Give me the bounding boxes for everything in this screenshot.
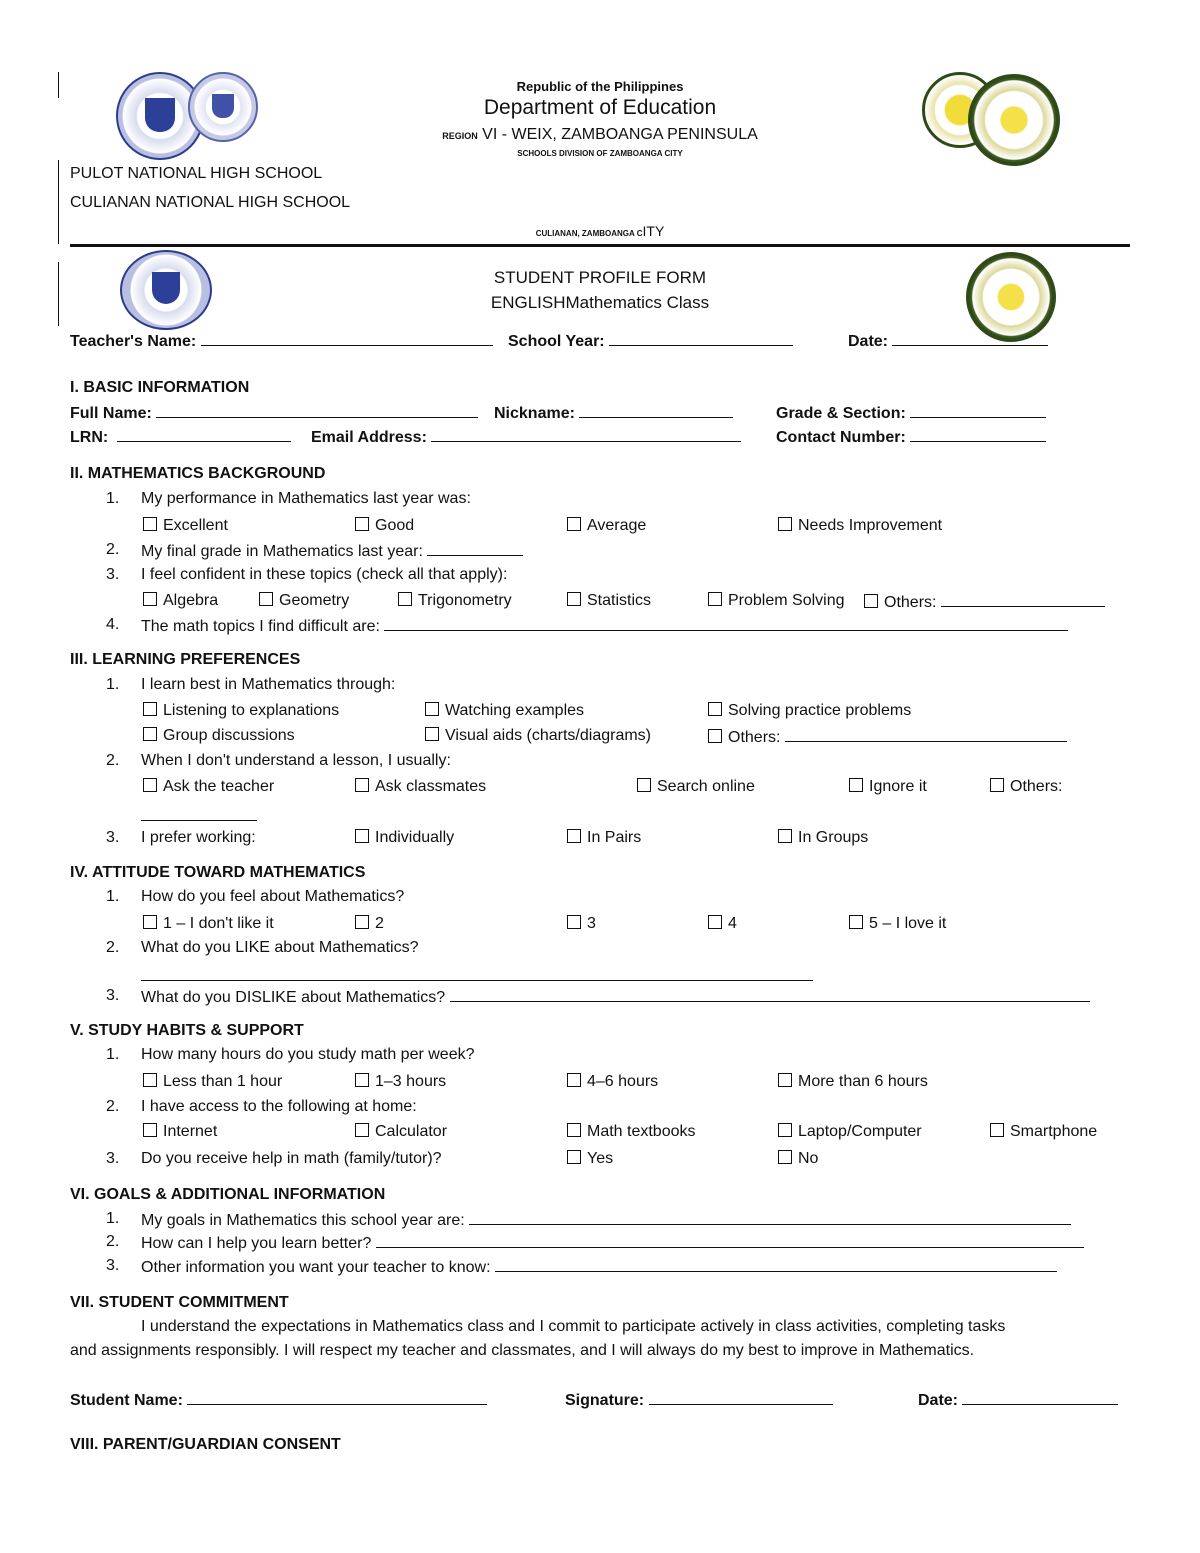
option-rating-1[interactable]	[143, 915, 274, 933]
option-visual-aids[interactable]	[425, 727, 651, 745]
checkbox[interactable]	[778, 829, 792, 843]
option-1-3-hours[interactable]	[355, 1073, 446, 1091]
option-others-learning[interactable]	[708, 727, 1067, 747]
option-label: 1 – I don't like it	[163, 915, 274, 932]
checkbox[interactable]	[864, 594, 878, 608]
option-ask-teacher[interactable]	[143, 778, 274, 796]
dont-understand-question: When I don't understand a lesson, I usually:	[141, 752, 451, 769]
option-less-than-1-hour[interactable]	[143, 1073, 282, 1091]
learn-best-question: I learn best in Mathematics through:	[141, 676, 396, 693]
item-number: 2.	[106, 541, 120, 558]
section-learning-preferences-heading: III. LEARNING PREFERENCES	[70, 651, 301, 668]
checkbox[interactable]	[708, 592, 722, 606]
option-label: Geometry	[279, 592, 350, 609]
region-line	[400, 126, 800, 144]
checkbox[interactable]	[425, 702, 439, 716]
option-label: 3	[587, 915, 596, 932]
option-rating-5[interactable]	[849, 915, 946, 933]
republic-label: Republic of the Philippines	[516, 79, 684, 94]
nickname-label: Nickname:	[494, 405, 575, 422]
option-individually[interactable]	[355, 829, 454, 847]
form-date-line[interactable]	[892, 331, 1048, 346]
item-number: 1.	[106, 1210, 120, 1227]
other-info-question: Other information you want your teacher to know:	[141, 1259, 491, 1276]
option-label: 5 – I love it	[869, 915, 947, 932]
goals-field[interactable]	[141, 1210, 1071, 1230]
checkbox[interactable]	[425, 727, 439, 741]
option-label: Algebra	[163, 592, 219, 609]
item-number: 1.	[106, 676, 120, 693]
option-practice-problems[interactable]	[708, 702, 911, 720]
school-year-field[interactable]	[508, 331, 793, 351]
checkbox[interactable]	[990, 1123, 1004, 1137]
option-problem-solving[interactable]	[708, 592, 845, 610]
option-label: Individually	[375, 829, 455, 846]
grade-section-field[interactable]	[776, 403, 1046, 423]
option-label: Excellent	[163, 517, 228, 534]
signature-line[interactable]	[649, 1390, 833, 1405]
student-name-line[interactable]	[187, 1390, 487, 1405]
option-in-groups[interactable]	[778, 829, 868, 847]
checkbox[interactable]	[567, 1073, 581, 1087]
school-year-line[interactable]	[609, 331, 793, 346]
checkbox[interactable]	[567, 592, 581, 606]
checkbox[interactable]	[355, 915, 369, 929]
grade-section-line[interactable]	[910, 403, 1046, 418]
shield-icon	[212, 94, 234, 118]
option-internet[interactable]	[143, 1123, 217, 1141]
checkbox[interactable]	[778, 1150, 792, 1164]
address-tail: ITY	[642, 223, 665, 239]
item-number: 2.	[106, 939, 120, 956]
option-label: 4–6 hours	[587, 1073, 659, 1090]
like-math-question: What do you LIKE about Mathematics?	[141, 939, 419, 956]
section-basic-info-heading: I. BASIC INFORMATION	[70, 379, 250, 396]
option-listening[interactable]	[143, 702, 339, 720]
checkbox[interactable]	[398, 592, 412, 606]
item-number: 1.	[106, 490, 120, 507]
option-label: Search online	[657, 778, 755, 795]
option-good[interactable]	[355, 517, 414, 535]
option-math-textbooks[interactable]	[567, 1123, 696, 1141]
option-label: Others:	[884, 594, 937, 611]
option-label: Good	[375, 517, 415, 534]
confident-topics-question: I feel confident in these topics (check all that apply):	[141, 566, 508, 583]
shield-icon	[145, 98, 175, 132]
item-number: 1.	[106, 1046, 120, 1063]
checkbox[interactable]	[637, 778, 651, 792]
option-label: Others:	[728, 729, 781, 746]
section-math-background-heading: II. MATHEMATICS BACKGROUND	[70, 465, 326, 482]
dislike-math-line[interactable]	[450, 987, 1090, 1002]
checkbox[interactable]	[143, 727, 157, 741]
item-number: 3.	[106, 829, 120, 846]
checkbox[interactable]	[143, 702, 157, 716]
full-name-line[interactable]	[156, 403, 478, 418]
culianan-nhs-seal-logo	[968, 74, 1060, 166]
option-more-than-6-hours[interactable]	[778, 1073, 928, 1091]
option-statistics[interactable]	[567, 592, 651, 610]
division-seal-logo	[188, 72, 258, 142]
option-ask-classmates[interactable]	[355, 778, 486, 796]
option-others-topics[interactable]	[864, 592, 1105, 612]
option-others-help[interactable]	[990, 778, 1062, 796]
margin-mark	[58, 262, 59, 326]
signature-field[interactable]	[565, 1390, 833, 1410]
option-label: More than 6 hours	[798, 1073, 928, 1090]
option-search-online[interactable]	[637, 778, 755, 796]
option-label: Others:	[1010, 778, 1063, 795]
receive-help-question: Do you receive help in math (family/tutor)?	[141, 1150, 442, 1167]
option-excellent[interactable]	[143, 517, 228, 535]
grade-section-label: Grade & Section:	[776, 405, 906, 422]
option-geometry[interactable]	[259, 592, 349, 610]
option-label: In Groups	[798, 829, 869, 846]
checkbox[interactable]	[355, 1123, 369, 1137]
like-math-line[interactable]	[141, 966, 813, 981]
culianan-nhs-seal-logo-small	[966, 252, 1056, 342]
option-calculator[interactable]	[355, 1123, 447, 1141]
option-label: Less than 1 hour	[163, 1073, 283, 1090]
option-algebra[interactable]	[143, 592, 218, 610]
option-yes[interactable]	[567, 1150, 613, 1168]
option-needs-improvement[interactable]	[778, 517, 942, 535]
others-help-line[interactable]	[141, 806, 257, 821]
region-prefix: REGION	[442, 131, 478, 141]
school-year-label: School Year:	[508, 333, 605, 350]
full-name-field[interactable]	[70, 403, 478, 423]
region-name: VI - WEIX, ZAMBOANGA PENINSULA	[482, 126, 758, 143]
help-learn-question: How can I help you learn better?	[141, 1235, 372, 1252]
nickname-line[interactable]	[579, 403, 733, 418]
option-label: Group discussions	[163, 727, 295, 744]
option-laptop-computer[interactable]	[778, 1123, 922, 1141]
help-learn-field[interactable]	[141, 1233, 1084, 1253]
dislike-math-question: What do you DISLIKE about Mathematics?	[141, 989, 446, 1006]
form-date-field[interactable]	[848, 331, 1048, 351]
item-number: 1.	[106, 888, 120, 905]
others-help-line-wrapper[interactable]	[141, 806, 257, 826]
option-label: Solving practice problems	[728, 702, 912, 719]
checkbox[interactable]	[567, 517, 581, 531]
option-label: Laptop/Computer	[798, 1123, 922, 1140]
home-access-question: I have access to the following at home:	[141, 1098, 417, 1115]
address-prefix: CULIANAN, ZAMBOANGA C	[535, 229, 643, 238]
option-label: Statistics	[587, 592, 652, 609]
checkbox[interactable]	[990, 778, 1004, 792]
checkbox[interactable]	[708, 729, 722, 743]
feel-about-math-question: How do you feel about Mathematics?	[141, 888, 405, 905]
checkbox[interactable]	[143, 915, 157, 929]
nickname-field[interactable]	[494, 403, 733, 423]
item-number: 4.	[106, 616, 120, 633]
checkbox[interactable]	[567, 915, 581, 929]
form-date-label: Date:	[848, 333, 889, 350]
checkbox[interactable]	[708, 702, 722, 716]
option-label: 1–3 hours	[375, 1073, 447, 1090]
final-grade-line[interactable]	[427, 541, 523, 556]
option-label: Ask the teacher	[163, 778, 275, 795]
student-name-field[interactable]	[70, 1390, 487, 1410]
help-learn-line[interactable]	[376, 1233, 1084, 1248]
student-name-label: Student Name:	[70, 1392, 183, 1409]
margin-mark	[58, 72, 59, 98]
contact-number-field[interactable]	[776, 427, 1046, 447]
checkbox[interactable]	[355, 517, 369, 531]
final-grade-question: My final grade in Mathematics last year:	[141, 543, 423, 560]
lrn-field[interactable]	[70, 427, 291, 447]
school-name-2: CULIANAN NATIONAL HIGH SCHOOL	[70, 194, 351, 211]
option-watching-examples[interactable]	[425, 702, 584, 720]
item-number: 2.	[106, 1233, 120, 1250]
section-goals-heading: VI. GOALS & ADDITIONAL INFORMATION	[70, 1186, 386, 1203]
option-no[interactable]	[778, 1150, 818, 1168]
dislike-math-field[interactable]	[141, 987, 1090, 1007]
item-number: 3.	[106, 987, 120, 1004]
commitment-date-field[interactable]	[918, 1390, 1118, 1410]
option-rating-4[interactable]	[708, 915, 737, 933]
option-trigonometry[interactable]	[398, 592, 512, 610]
option-label: Smartphone	[1010, 1123, 1098, 1140]
checkbox[interactable]	[778, 517, 792, 531]
prefer-working-question: I prefer working:	[141, 829, 256, 846]
checkbox[interactable]	[355, 778, 369, 792]
item-number: 2.	[106, 752, 120, 769]
teacher-name-line[interactable]	[201, 331, 493, 346]
other-info-field[interactable]	[141, 1257, 1057, 1277]
email-label: Email Address:	[311, 429, 427, 446]
option-smartphone[interactable]	[990, 1123, 1097, 1141]
option-label: Listening to explanations	[163, 702, 340, 719]
item-number: 3.	[106, 566, 120, 583]
other-info-line[interactable]	[495, 1257, 1057, 1272]
option-label: Internet	[163, 1123, 218, 1140]
option-in-pairs[interactable]	[567, 829, 641, 847]
checkbox[interactable]	[143, 1073, 157, 1087]
header-divider	[70, 244, 1130, 247]
commitment-date-line[interactable]	[962, 1390, 1118, 1405]
checkbox[interactable]	[143, 778, 157, 792]
goals-line[interactable]	[469, 1210, 1071, 1225]
section-attitude-heading: IV. ATTITUDE TOWARD MATHEMATICS	[70, 864, 366, 881]
lrn-line[interactable]	[117, 427, 291, 442]
option-label: In Pairs	[587, 829, 642, 846]
teacher-name-field[interactable]	[70, 331, 493, 351]
checkbox[interactable]	[355, 829, 369, 843]
option-ignore-it[interactable]	[849, 778, 927, 796]
shield-icon	[152, 272, 180, 304]
contact-number-label: Contact Number:	[776, 429, 906, 446]
item-number: 3.	[106, 1257, 120, 1274]
others-topics-line[interactable]	[941, 592, 1105, 607]
performance-question: My performance in Mathematics last year was:	[141, 490, 471, 507]
checkbox[interactable]	[143, 592, 157, 606]
item-number: 2.	[106, 1098, 120, 1115]
study-hours-question: How many hours do you study math per week?	[141, 1046, 475, 1063]
option-label: Yes	[587, 1150, 614, 1167]
goals-question: My goals in Mathematics this school year are:	[141, 1212, 465, 1229]
checkbox[interactable]	[849, 915, 863, 929]
difficult-topics-line[interactable]	[384, 616, 1068, 631]
option-label: 4	[728, 915, 737, 932]
option-label: Needs Improvement	[798, 517, 943, 534]
difficult-topics-question: The math topics I find difficult are:	[141, 618, 380, 635]
option-label: Trigonometry	[418, 592, 512, 609]
address-line	[400, 223, 800, 239]
checkbox[interactable]	[259, 592, 273, 606]
contact-number-line[interactable]	[910, 427, 1046, 442]
option-label: Average	[587, 517, 647, 534]
checkbox[interactable]	[567, 1150, 581, 1164]
others-learning-line[interactable]	[785, 727, 1067, 742]
form-title: STUDENT PROFILE FORM	[493, 268, 707, 287]
checkbox[interactable]	[778, 1073, 792, 1087]
option-average[interactable]	[567, 517, 646, 535]
form-subtitle: ENGLISHMathematics Class	[490, 293, 710, 312]
checkbox[interactable]	[567, 829, 581, 843]
school-name-1: PULOT NATIONAL HIGH SCHOOL	[70, 165, 323, 182]
email-line[interactable]	[431, 427, 741, 442]
like-math-line-wrapper[interactable]	[141, 966, 813, 986]
checkbox[interactable]	[143, 1123, 157, 1137]
section-parent-consent-heading: VIII. PARENT/GUARDIAN CONSENT	[70, 1436, 341, 1453]
department-name: Department of Education	[483, 96, 717, 119]
deped-seal-logo-small	[120, 250, 212, 330]
option-4-6-hours[interactable]	[567, 1073, 658, 1091]
email-field[interactable]	[311, 427, 741, 447]
option-label: Ask classmates	[375, 778, 487, 795]
division-label: SCHOOLS DIVISION OF ZAMBOANGA CITY	[517, 149, 683, 158]
option-label: 2	[375, 915, 384, 932]
option-label: Visual aids (charts/diagrams)	[445, 727, 652, 744]
option-group-discussions[interactable]	[143, 727, 295, 745]
option-label: Calculator	[375, 1123, 448, 1140]
checkbox[interactable]	[708, 915, 722, 929]
option-label: Watching examples	[445, 702, 585, 719]
option-rating-3[interactable]	[567, 915, 596, 933]
option-label: Math textbooks	[587, 1123, 696, 1140]
section-commitment-heading: VII. STUDENT COMMITMENT	[70, 1294, 289, 1311]
teacher-name-label: Teacher's Name:	[70, 333, 197, 350]
commitment-date-label: Date:	[918, 1392, 959, 1409]
checkbox[interactable]	[778, 1123, 792, 1137]
section-study-habits-heading: V. STUDY HABITS & SUPPORT	[70, 1022, 304, 1039]
checkbox[interactable]	[143, 517, 157, 531]
commitment-text-line-2: and assignments responsibly. I will respect my teacher and classmates, and I will always do my best to improve in Mathematics.	[70, 1342, 975, 1359]
item-number: 3.	[106, 1150, 120, 1167]
commitment-text-line-1: I understand the expectations in Mathematics class and I commit to participate actively in class activities, completing tasks	[141, 1318, 1006, 1335]
lrn-label: LRN:	[70, 429, 109, 446]
checkbox[interactable]	[849, 778, 863, 792]
difficult-topics-field[interactable]	[141, 616, 1068, 636]
option-label: Ignore it	[869, 778, 927, 795]
checkbox[interactable]	[355, 1073, 369, 1087]
option-label: No	[798, 1150, 819, 1167]
margin-mark	[58, 160, 59, 244]
signature-label: Signature:	[565, 1392, 645, 1409]
option-rating-2[interactable]	[355, 915, 384, 933]
checkbox[interactable]	[567, 1123, 581, 1137]
full-name-label: Full Name:	[70, 405, 152, 422]
final-grade-field[interactable]	[141, 541, 523, 561]
option-label: Problem Solving	[728, 592, 845, 609]
